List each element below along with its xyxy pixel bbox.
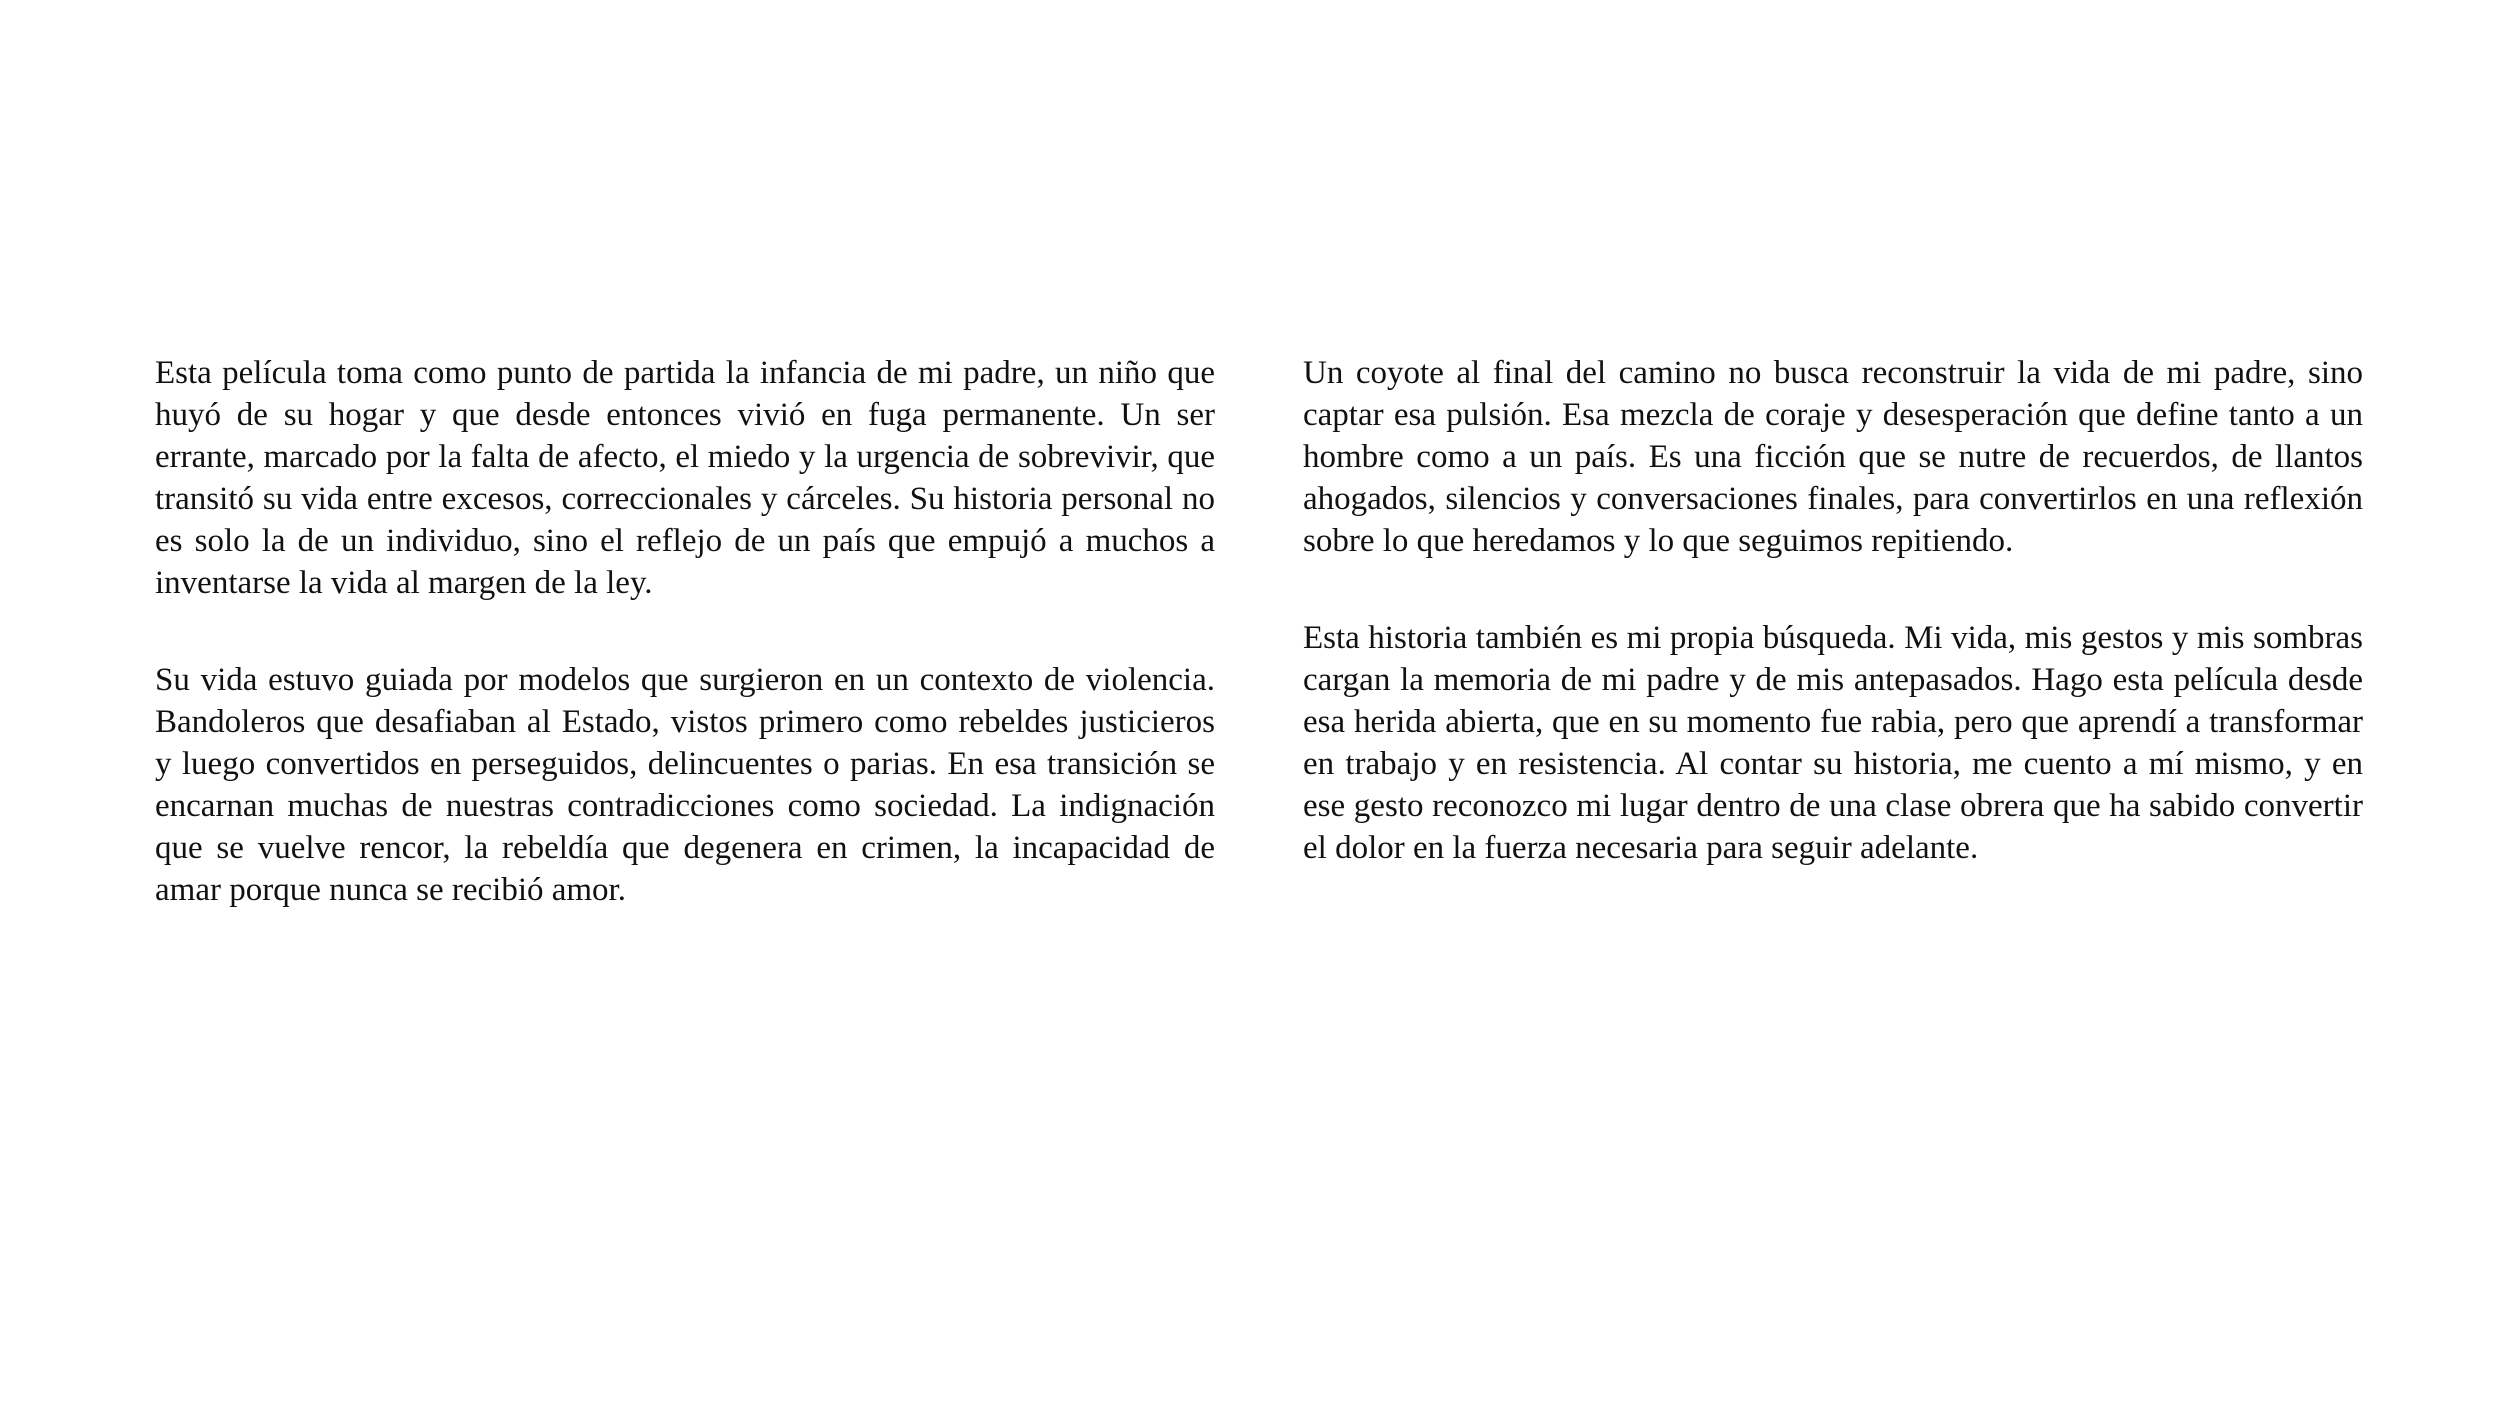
- right-text-column: [1303, 352, 2363, 924]
- paragraph-infancia: Esta película toma como punto de partida la infancia de mi padre, un niño que huyó de su hogar y que desde entonces vivió en fuga permanente. Un ser errante, marcado por la falta de afecto, el miedo y la urgencia de sobrevivir, que transitó su vida entre excesos, correccionales y cárceles. Su historia personal no es solo la de un individuo, sino el reflejo de un país que empujó a muchos a inventarse la vida al margen de la ley.: [155, 355, 1215, 601]
- paragraph-violencia: Su vida estuvo guiada por modelos que surgieron en un contexto de violencia. Bandoleros que desafiaban al Estado, vistos primero como rebeldes justicieros y luego convertidos en perseguidos, delincuentes o parias. En esa transición se encarnan muchas de nuestras contradicciones como sociedad. La indignación que se vuelve rencor, la rebeldía que degenera en crimen, la incapacidad de amar porque nunca se recibió amor.: [155, 662, 1215, 908]
- paragraph-busqueda: Esta historia también es mi propia búsqueda. Mi vida, mis gestos y mis sombras cargan la memoria de mi padre y de mis antepasados. Hago esta película desde esa herida abierta, que en su momento fue rabia, pero que aprendí a transformar en trabajo y en resistencia. Al contar su historia, me cuento a mí mismo, y en ese gesto reconozco mi lugar dentro de una clase obrera que ha sabido convertir el dolor en la fuerza necesaria para seguir adelante.: [1303, 620, 2363, 866]
- paragraph-pulsion: Un coyote al final del camino no busca reconstruir la vida de mi padre, sino captar esa pulsión. Esa mezcla de coraje y desesperación que define tanto a un hombre como a un país. Es una ficción que se nutre de recuerdos, de llantos ahogados, silencios y conversaciones finales, para convertirlos en una reflexión sobre lo que heredamos y lo que seguimos repitiendo.: [1303, 355, 2363, 559]
- left-text-column: [155, 352, 1215, 966]
